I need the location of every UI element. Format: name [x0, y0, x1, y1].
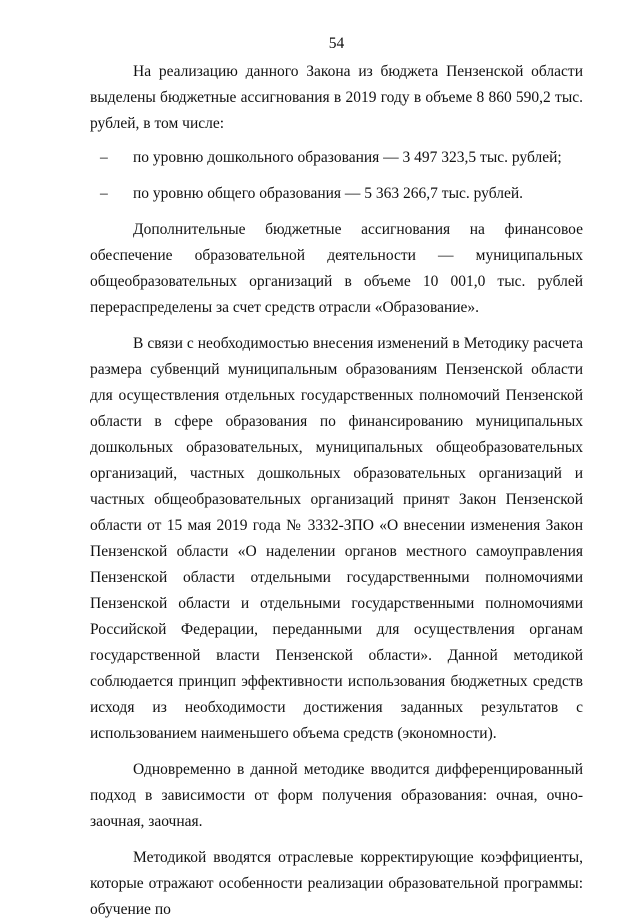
list-item-text: по уровню дошкольного образования — 3 497 323,5 тыс. рублей; [133, 149, 562, 166]
document-body [90, 59, 583, 923]
dash-marker: – [100, 149, 108, 166]
allocation-list [90, 145, 583, 207]
list-item-text: по уровню общего образования — 5 363 266,7 тыс. рублей. [133, 185, 523, 202]
list-item-general [90, 181, 583, 207]
paragraph-methodology-law: В связи с необходимостью внесения изменений в Методику расчета размера субвенций муниципальным образованиям Пензенской области для осуществления отдельных государственных полномочий Пензенской области в сфере образования по финансированию муниципальных дошкольных образовательных, муниципальных общеобразовательных организаций, частных дошкольных образовательных организаций и частных общеобразовательных организаций принят Закон Пензенской области от 15 мая 2019 года № 3332-ЗПО «О внесении изменения Закон Пензенской области «О наделении органов местного самоуправления Пензенской области отдельными государственными полномочиями Пензенской области и отдельными государственными полномочиями Российской Федерации, переданными для осуществления органам государственной власти Пензенской области». Данной методикой соблюдается принцип эффективности использования бюджетных средств исходя из необходимости достижения заданных результатов с использованием наименьшего объема средств (экономности). [90, 335, 583, 742]
paragraph-coefficients: Методикой вводятся отраслевые корректирующие коэффициенты, которые отражают особенности реализации образовательной программы: обучение по [90, 849, 583, 918]
dash-marker: – [100, 185, 108, 202]
paragraph-budget-allocation: На реализацию данного Закона из бюджета Пензенской области выделены бюджетные ассигнования в 2019 году в объеме 8 860 590,2 тыс. рублей, в том числе: [90, 63, 583, 132]
paragraph-additional-allocation: Дополнительные бюджетные ассигнования на финансовое обеспечение образовательной деятельности — муниципальных общеобразовательных организаций в объеме 10 001,0 тыс. рублей перераспределены за счет средств отрасли «Образование». [90, 221, 583, 316]
page-number: 54 [328, 35, 345, 52]
list-item-preschool [90, 145, 583, 171]
paragraph-differentiated-approach: Одновременно в данной методике вводится дифференцированный подход в зависимости от форм получения образования: очная, очно-заочная, заочная. [90, 761, 583, 830]
